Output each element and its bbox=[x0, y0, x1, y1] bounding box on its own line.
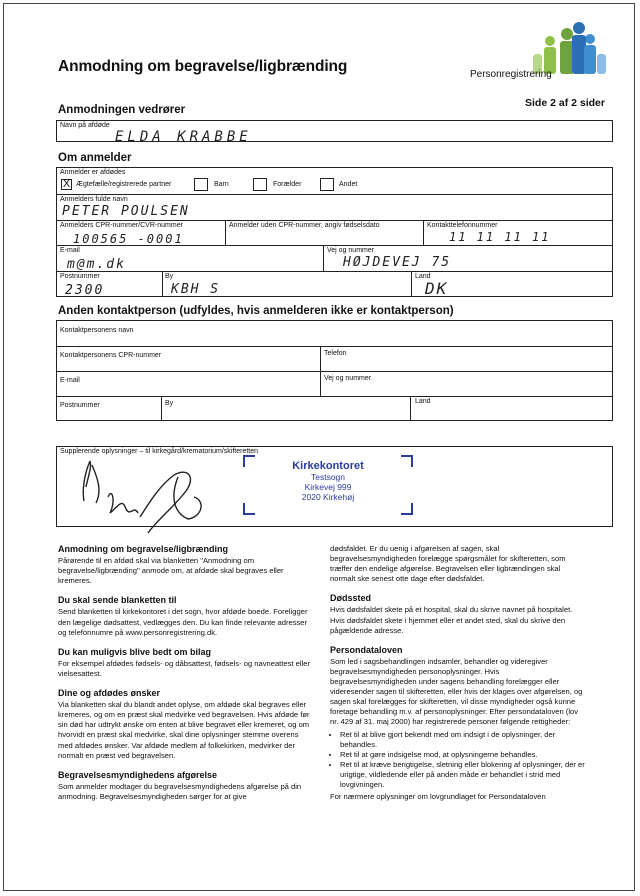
checkbox-other[interactable] bbox=[320, 178, 334, 191]
phone-label: Kontakttelefonnummer bbox=[427, 222, 498, 229]
contact-country-label: Land bbox=[415, 398, 431, 405]
stamp-line-3: 2020 Kirkehøj bbox=[301, 492, 355, 502]
info-heading-persondata: Persondataloven bbox=[330, 644, 403, 655]
stamp-title: Kirkekontoret bbox=[292, 460, 364, 472]
church-office-stamp bbox=[243, 455, 413, 515]
info-text-5: Som anmelder modtager du begravelsesmyndighedens afgørelse på din anmodning. Begravelsesmyndigheden sørger for at give bbox=[58, 781, 302, 801]
checkbox-child[interactable] bbox=[194, 178, 208, 191]
supplementary-label: Supplerende oplysninger – til kirkegård/krematorium/skifteretten bbox=[60, 448, 259, 455]
option-other-label: Andet bbox=[339, 181, 358, 188]
info-text-intro: dødsfaldet. Er du uenig i afgørelsen af sagen, skal begravelsesmyndigheden forelægge spørgsmålet for skifteretten, som træffer den endelige afgørelse. Begravelsen eller ligbrændingen skal normalt ske senest otte dage efter dødsfaldet. bbox=[330, 544, 566, 584]
option-parent-label: Forælder bbox=[273, 181, 302, 188]
rights-item: • Ret til at kræve berigtigelse, sletning eller blokering af oplysninger, der er urigtige, vildledende eller på anden måde er behandlet i strid med lovgivningen. bbox=[340, 760, 585, 790]
rights-item: • Ret til at gøre indsigelse mod, at oplysningerne behandles. bbox=[340, 750, 585, 760]
info-text-3: For eksempel afdødes fødsels- og dåbsattest, fødsels- og navneattest eller vielsesattest. bbox=[58, 658, 310, 678]
deceased-name-field[interactable] bbox=[56, 120, 613, 145]
section-heading-kontaktperson: Anden kontaktperson (udfyldes, hvis anmelderen ikke er kontaktperson) bbox=[58, 305, 454, 317]
city-value[interactable]: KBH S bbox=[171, 282, 221, 297]
applicant-section bbox=[56, 167, 613, 297]
road-label: Vej og nummer bbox=[327, 247, 375, 254]
info-text-dodssted: Hvis dødsfaldet skete på et hospital, skal du skrive navnet på hospitalet. Hvis dødsfaldet skete i hjemmet eller et andet sted, skal du skrive den pågældende adresse. bbox=[330, 605, 573, 635]
cpr-value[interactable]: 100565 -0001 bbox=[73, 232, 184, 246]
checkbox-parent[interactable] bbox=[253, 178, 267, 191]
contact-person-section bbox=[56, 320, 613, 421]
people-logo-icon bbox=[531, 20, 607, 76]
deceased-name-value: ELDA KRABBE bbox=[115, 129, 252, 145]
info-heading-2: Du skal sende blanketten til bbox=[58, 595, 177, 606]
stamp-line-2: Kirkevej 999 bbox=[304, 482, 352, 492]
info-heading-dodssted: Dødssted bbox=[330, 593, 372, 604]
info-text-footer: For nærmere oplysninger om lovgrundlaget for Persondataloven bbox=[330, 792, 546, 802]
road-value[interactable]: HØJDEVEJ 75 bbox=[343, 255, 452, 270]
section-heading-vedroerer: Anmodningen vedrører bbox=[58, 104, 186, 116]
contact-email-label: E-mail bbox=[60, 377, 80, 384]
info-heading-1: Anmodning om begravelse/ligbrænding bbox=[58, 544, 229, 554]
info-heading-5: Begravelsesmyndighedens afgørelse bbox=[58, 769, 218, 780]
country-value[interactable]: DK bbox=[425, 279, 449, 298]
contact-city-label: By bbox=[165, 400, 174, 407]
stamp-line-1: Testsogn bbox=[310, 472, 346, 482]
postal-label: Postnummer bbox=[60, 273, 100, 280]
cpr-label: Anmelders CPR-nummer/CVR-nummer bbox=[60, 222, 183, 229]
info-text-4: Via blanketten skal du blandt andet oplyse, om afdøde skal begraves eller kremeres, og om en præst skal medvirke ved begravelsen. Hvis afdøde før sin død har udtrykt ønske om enten at blive begravet eller kremeret, og om hvorvidt en præst skal medvirke, skal dine oplysninger stemme overens med afdødes ønsker. Var afdøde medlem af folkekirken, medvirker der normalt en præst ved begravelsen. bbox=[58, 700, 310, 760]
info-column-left bbox=[58, 544, 310, 811]
option-spouse-label: Ægtefælle/registrerede partner bbox=[76, 181, 172, 188]
logo-text: Personregistrering bbox=[470, 69, 552, 80]
info-heading-3: Du kan muligvis blive bedt om bilag bbox=[58, 646, 212, 657]
no-cpr-label: Anmelder uden CPR-nummer, angiv fødselsdato bbox=[229, 222, 380, 229]
postal-value[interactable]: 2300 bbox=[65, 283, 105, 298]
option-child-label: Barn bbox=[214, 181, 229, 188]
contact-cpr-label: Kontaktpersonens CPR-nummer bbox=[60, 352, 162, 359]
section-heading-anmelder: Om anmelder bbox=[58, 152, 132, 164]
applicant-relation-label: Anmelder er afdødes bbox=[60, 169, 126, 176]
signature-scribble bbox=[78, 457, 218, 547]
form-title: Anmodning om begravelse/ligbrænding bbox=[58, 58, 348, 75]
city-label: By bbox=[165, 273, 174, 280]
country-label: Land bbox=[415, 273, 431, 280]
contact-road-label: Vej og nummer bbox=[324, 375, 372, 382]
checkbox-spouse[interactable]: X bbox=[62, 178, 71, 190]
info-text-2: Send blanketten til kirkekontoret i det sogn, hvor afdøde boede. Foreligger den lægelige dødsattest, vedlægges den. Du kan finde relevante adresser og telefonnumre på www.personregistrering.dk. bbox=[58, 607, 308, 637]
fullname-label: Anmelders fulde navn bbox=[60, 196, 128, 203]
info-text-persondata: Som led i sagsbehandlingen indsamler, behandler og videregiver begravelsesmyndigheden personoplysninger. Hvis begravelsesmyndigheden under sagens behandling forelægger eller videresender sagen til skifteretten, eller hvis der klages over afgørelsen, og sagen skal forelægges for skifteretten, vil disse myndigheder også kunne foretage behandling m.v. af personoplysninger. Efter persondataloven (lov nr. 429 af 31. maj 2000) har registrerede personer følgende rettigheder: bbox=[330, 656, 583, 727]
info-column-right bbox=[330, 544, 585, 811]
page-number: Side 2 af 2 sider bbox=[525, 97, 605, 109]
info-text-1: Pårørende til en afdød skal via blanketten "Anmodning om begravelse/ligbrænding" anmode om, at afdøde skal begraves eller kremeres. bbox=[58, 556, 284, 586]
rights-item: • Ret til at blive gjort bekendt med om indsigt i de oplysninger, der behandles. bbox=[340, 730, 585, 750]
contact-postal-label: Postnummer bbox=[60, 402, 100, 409]
phone-value[interactable]: 11 11 11 11 bbox=[449, 230, 551, 244]
email-value[interactable]: m@m.dk bbox=[67, 257, 126, 272]
email-label: E-mail bbox=[60, 247, 80, 254]
rights-list bbox=[330, 730, 585, 791]
deceased-name-label: Navn på afdøde bbox=[60, 122, 110, 129]
contact-phone-label: Telefon bbox=[324, 350, 347, 357]
contact-name-label: Kontaktpersonens navn bbox=[60, 327, 134, 334]
fullname-value[interactable]: PETER POULSEN bbox=[62, 204, 190, 219]
info-heading-4: Dine og afdødes ønsker bbox=[58, 688, 161, 699]
